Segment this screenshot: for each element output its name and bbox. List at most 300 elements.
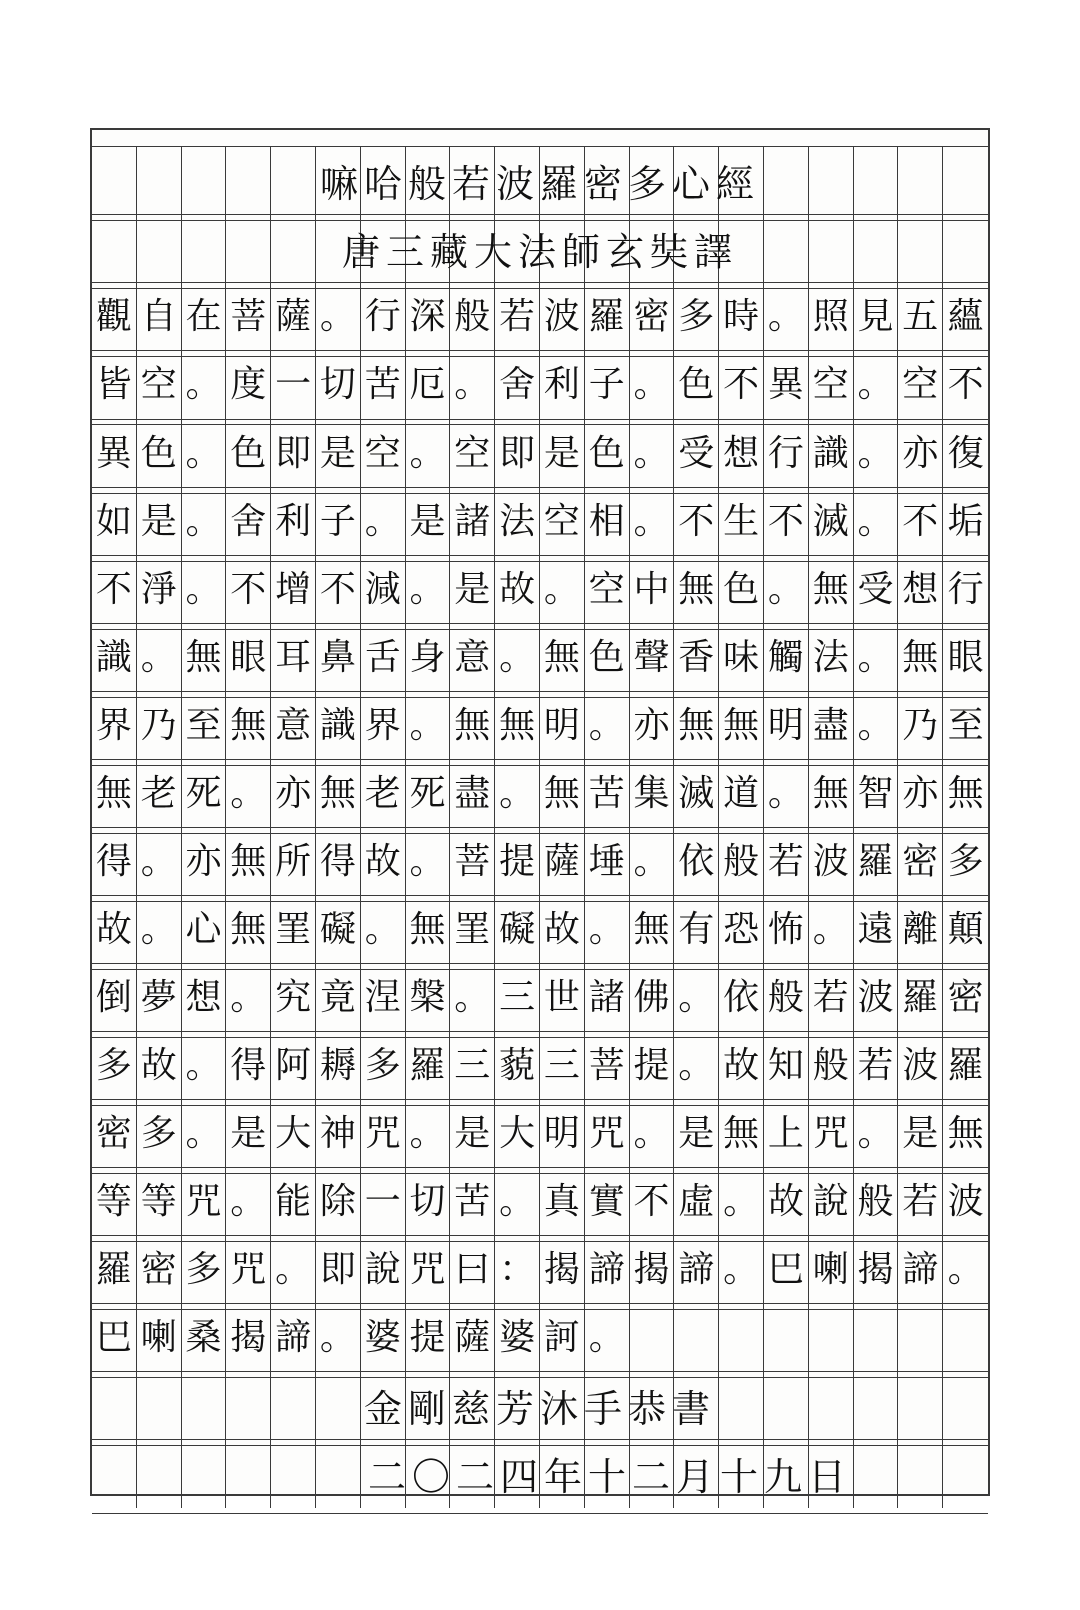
grid-cell: 。 (406, 555, 451, 624)
grid-cell: 。 (316, 1303, 361, 1372)
grid-cell: 能 (271, 1167, 316, 1236)
grid-cell: 觸 (764, 623, 809, 692)
grid-cell: 神 (316, 1099, 361, 1168)
grid-cell: 世 (540, 963, 585, 1032)
grid-cell: 苦 (585, 759, 630, 828)
grid-cell: 密 (630, 282, 675, 351)
grid-cell: 波 (898, 1031, 943, 1100)
grid-cell: 即 (271, 419, 316, 488)
grid-cell (809, 1303, 854, 1372)
grid-cell: 五 (898, 282, 943, 351)
grid-cell: 大 (495, 1099, 540, 1168)
grid-cell: 舌 (361, 623, 406, 692)
text-row (92, 419, 988, 488)
grid-cell: 。 (540, 555, 585, 624)
grid-cell: 法 (495, 487, 540, 556)
grid-cell: 即 (316, 1235, 361, 1304)
grid-cell: 。 (854, 1099, 899, 1168)
grid-cell: 真 (540, 1167, 585, 1236)
grid-cell: 受 (854, 555, 899, 624)
grid-cell: 。 (630, 827, 675, 896)
grid-cell: 。 (450, 350, 495, 419)
grid-cell: 。 (764, 759, 809, 828)
grid-cell: 切 (406, 1167, 451, 1236)
grid-cell: 是 (540, 419, 585, 488)
grid-cell: 無 (898, 623, 943, 692)
grid-cell: 。 (316, 282, 361, 351)
grid-cell: 巴 (764, 1235, 809, 1304)
grid-cell: 。 (361, 487, 406, 556)
text-row (92, 623, 988, 692)
grid-cell: 行 (947, 568, 984, 610)
grid-cell: 。 (450, 963, 495, 1032)
grid-cell: 。 (809, 895, 854, 964)
grid-cell: 婆 (361, 1303, 406, 1372)
text-row (92, 827, 988, 896)
grid-cell: 是 (450, 555, 495, 624)
grid-cell: 。 (137, 827, 182, 896)
grid-cell: 智 (854, 759, 899, 828)
grid-cell: 見 (854, 282, 899, 351)
grid-cell: 知 (764, 1031, 809, 1100)
grid-cell: 是 (450, 1099, 495, 1168)
grid-cell: 在 (182, 282, 227, 351)
grid-cell: 無 (809, 759, 854, 828)
calligrapher-signature: 金剛慈芳沐手恭書 (363, 1387, 716, 1431)
grid-cell: 諦 (585, 1235, 630, 1304)
grid-cell: 。 (854, 487, 899, 556)
grid-cell: 明 (540, 691, 585, 760)
text-row (92, 1303, 988, 1372)
grid-cell: 無 (809, 555, 854, 624)
grid-cell: 般 (854, 1167, 899, 1236)
grid-cell: 利 (271, 487, 316, 556)
grid-cell: 厄 (406, 350, 451, 419)
grid-cell: 。 (854, 623, 899, 692)
grid-cell: 無 (226, 895, 271, 964)
text-row (92, 963, 988, 1032)
text-row (92, 895, 988, 964)
grid-cell: 說 (809, 1167, 854, 1236)
text-row (92, 487, 988, 556)
grid-cell: 密 (137, 1235, 182, 1304)
grid-cell: 無 (540, 759, 585, 828)
grid-cell: 。 (406, 419, 451, 488)
grid-cell (764, 1303, 809, 1372)
grid-cell: 無 (947, 1112, 984, 1154)
grid-cell: 上 (764, 1099, 809, 1168)
grid-cell: 。 (406, 691, 451, 760)
grid-cell: 。 (226, 1167, 271, 1236)
grid-cell: 死 (406, 759, 451, 828)
grid-cell: 明 (540, 1099, 585, 1168)
grid-cell: 。 (764, 555, 809, 624)
grid-cell: 。 (495, 759, 540, 828)
grid-cell: 亦 (630, 691, 675, 760)
grid-cell: 不 (316, 555, 361, 624)
grid-cell: 無 (92, 759, 137, 828)
grid-cell: 三 (495, 963, 540, 1032)
grid-cell: 明 (764, 691, 809, 760)
grid-cell: 般 (764, 963, 809, 1032)
grid-cell: 三 (450, 1031, 495, 1100)
grid-cell: 鼻 (316, 623, 361, 692)
grid-cell: 。 (854, 350, 899, 419)
text-row (92, 1099, 988, 1168)
grid-cell: 色 (674, 350, 719, 419)
grid-cell: 。 (182, 1099, 227, 1168)
grid-cell: ： (495, 1235, 540, 1304)
grid-cell: 無 (947, 772, 984, 814)
grid-cell: 涅 (361, 963, 406, 1032)
grid-cell: 識 (316, 691, 361, 760)
grid-cell: 亦 (182, 827, 227, 896)
grid-cell: 諦 (674, 1235, 719, 1304)
grid-cell: 不 (898, 487, 943, 556)
grid-cell: 。 (137, 895, 182, 964)
grid-cell: 耨 (316, 1031, 361, 1100)
grid-cell: 羅 (898, 963, 943, 1032)
grid-cell: 舍 (226, 487, 271, 556)
grid-cell: 乃 (898, 691, 943, 760)
text-row (92, 691, 988, 760)
grid-cell: 所 (271, 827, 316, 896)
grid-cell: 巴 (92, 1303, 137, 1372)
grid-cell: 無 (450, 691, 495, 760)
grid-cell: 無 (316, 759, 361, 828)
grid-cell: 。 (719, 1235, 764, 1304)
grid-cell: 。 (182, 350, 227, 419)
grid-cell: 。 (361, 895, 406, 964)
grid-cell: 老 (137, 759, 182, 828)
grid-cell: 無 (226, 691, 271, 760)
grid-cell: 眼 (947, 636, 984, 678)
grid-cell: 無 (226, 827, 271, 896)
text-row (92, 1031, 988, 1100)
grid-cell: 如 (92, 487, 137, 556)
grid-cell: 實 (585, 1167, 630, 1236)
grid-cell: 揭 (540, 1235, 585, 1304)
grid-cell: 羅 (92, 1235, 137, 1304)
grid-cell: 觀 (92, 282, 137, 351)
grid-cell: 故 (495, 555, 540, 624)
grid-cell: 說 (361, 1235, 406, 1304)
grid-cell (630, 1303, 675, 1372)
grid-cell: 。 (630, 419, 675, 488)
grid-cell: 多 (674, 282, 719, 351)
grid-cell: 竟 (316, 963, 361, 1032)
grid-cell: 桑 (182, 1303, 227, 1372)
grid-cell: 一 (361, 1167, 406, 1236)
grid-cell: 是 (406, 487, 451, 556)
grid-cell: 亦 (898, 419, 943, 488)
grid-cell: 究 (271, 963, 316, 1032)
grid-cell: 想 (182, 963, 227, 1032)
grid-cell: 異 (92, 419, 137, 488)
grid-cell: 子 (585, 350, 630, 419)
sutra-title: 嘛哈般若波羅密多心經 (319, 162, 760, 206)
grid-cell: 色 (137, 419, 182, 488)
grid-cell: 故 (361, 827, 406, 896)
grid-cell: 密 (92, 1099, 137, 1168)
grid-cell: 色 (226, 419, 271, 488)
grid-cell: 波 (854, 963, 899, 1032)
text-row (92, 1235, 988, 1304)
grid-cell: 想 (898, 555, 943, 624)
grid-cell: 滅 (674, 759, 719, 828)
grid-cell: 般 (719, 827, 764, 896)
grid-cell: 。 (182, 419, 227, 488)
grid-cell: 法 (809, 623, 854, 692)
grid-cell: 即 (495, 419, 540, 488)
grid-cell: 密 (898, 827, 943, 896)
grid-cell: 耳 (271, 623, 316, 692)
grid-cell: 提 (495, 827, 540, 896)
grid-cell: 色 (585, 419, 630, 488)
text-row (92, 1167, 988, 1236)
grid-cell: 不 (226, 555, 271, 624)
grid-cell: 利 (540, 350, 585, 419)
grid-cell: 照 (809, 282, 854, 351)
translator-credit: 唐三藏大法師玄奘譯 (341, 230, 738, 274)
grid-cell: 空 (809, 350, 854, 419)
grid-cell: 得 (316, 827, 361, 896)
grid-cell: 垢 (947, 500, 984, 542)
grid-cell: 夢 (137, 963, 182, 1032)
grid-cell: 罣 (271, 895, 316, 964)
grid-cell: 。 (585, 1303, 630, 1372)
grid-cell: 諸 (450, 487, 495, 556)
grid-cell: 倒 (92, 963, 137, 1032)
grid-cell: 。 (674, 963, 719, 1032)
grid-cell: 等 (92, 1167, 137, 1236)
grid-cell: 。 (947, 1248, 984, 1290)
grid-cell: 。 (226, 963, 271, 1032)
grid-cell: 菩 (585, 1031, 630, 1100)
grid-cell: 苦 (361, 350, 406, 419)
grid-cell: 是 (137, 487, 182, 556)
grid-cell: 咒 (585, 1099, 630, 1168)
grid-cell: 受 (674, 419, 719, 488)
grid-cell: 死 (182, 759, 227, 828)
grid-cell: 蘊 (947, 295, 984, 337)
grid-cell: 行 (361, 282, 406, 351)
grid-cell: 。 (719, 1167, 764, 1236)
grid-cell: 大 (271, 1099, 316, 1168)
grid-cell: 喇 (809, 1235, 854, 1304)
grid-cell: 。 (271, 1235, 316, 1304)
grid-cell: 。 (226, 759, 271, 828)
grid-cell: 若 (898, 1167, 943, 1236)
grid-cell: 多 (137, 1099, 182, 1168)
grid-cell: 自 (137, 282, 182, 351)
grid-cell: 薩 (450, 1303, 495, 1372)
grid-cell: 咒 (406, 1235, 451, 1304)
grid-cell: 意 (271, 691, 316, 760)
grid-cell: 是 (316, 419, 361, 488)
grid-cell: 佛 (630, 963, 675, 1032)
grid-cell: 苦 (450, 1167, 495, 1236)
grid-cell: 。 (764, 282, 809, 351)
grid-cell: 諦 (898, 1235, 943, 1304)
grid-cell: 。 (406, 1099, 451, 1168)
grid-cell: 羅 (406, 1031, 451, 1100)
text-row (92, 350, 988, 419)
grid-cell: 波 (947, 1180, 984, 1222)
grid-cell: 亦 (271, 759, 316, 828)
grid-cell (898, 1303, 943, 1372)
grid-cell: 空 (898, 350, 943, 419)
grid-cell: 等 (137, 1167, 182, 1236)
grid-cell: 喇 (137, 1303, 182, 1372)
grid-cell: 老 (361, 759, 406, 828)
grid-cell: 身 (406, 623, 451, 692)
grid-cell: 滅 (809, 487, 854, 556)
grid-cell: 。 (495, 623, 540, 692)
grid-cell: 諦 (271, 1303, 316, 1372)
grid-cell: 揭 (226, 1303, 271, 1372)
grid-cell (854, 1303, 899, 1372)
grid-cell: 皆 (92, 350, 137, 419)
grid-cell: 意 (450, 623, 495, 692)
grid-cell: 無 (674, 691, 719, 760)
grid-cell: 礙 (495, 895, 540, 964)
grid-cell: 故 (92, 895, 137, 964)
grid-cell: 咒 (361, 1099, 406, 1168)
grid-cell: 無 (182, 623, 227, 692)
grid-cell: 。 (182, 555, 227, 624)
grid-cell: 乃 (137, 691, 182, 760)
text-row (92, 282, 988, 351)
grid-cell: 無 (540, 623, 585, 692)
grid-cell (719, 1303, 764, 1372)
grid-cell: 婆 (495, 1303, 540, 1372)
grid-cell: 故 (719, 1031, 764, 1100)
grid-cell: 依 (719, 963, 764, 1032)
grid-cell: 復 (947, 432, 984, 474)
grid-cell: 薩 (271, 282, 316, 351)
grid-cell: 空 (585, 555, 630, 624)
grid-cell: 離 (898, 895, 943, 964)
grid-cell: 阿 (271, 1031, 316, 1100)
grid-cell: 空 (361, 419, 406, 488)
grid-cell: 至 (947, 704, 984, 746)
grid-cell: 中 (630, 555, 675, 624)
grid-cell (92, 1439, 137, 1508)
grid-cell: 不 (947, 363, 984, 405)
grid-cell: 槃 (406, 963, 451, 1032)
grid-cell: 。 (630, 487, 675, 556)
grid-cell: 恐 (719, 895, 764, 964)
grid-cell: 盡 (450, 759, 495, 828)
grid-cell: 心 (182, 895, 227, 964)
grid-cell: 菩 (226, 282, 271, 351)
grid-cell: 揭 (854, 1235, 899, 1304)
grid-cell: 。 (585, 895, 630, 964)
grid-cell: 不 (92, 555, 137, 624)
grid-cell: 若 (764, 827, 809, 896)
grid-cell: 訶 (540, 1303, 585, 1372)
grid-cell: 是 (674, 1099, 719, 1168)
grid-cell: 淨 (137, 555, 182, 624)
grid-cell: 空 (137, 350, 182, 419)
grid-cell: 咒 (809, 1099, 854, 1168)
grid-cell: 故 (764, 1167, 809, 1236)
grid-cell (674, 1303, 719, 1372)
grid-cell: 舍 (495, 350, 540, 419)
grid-cell: 藐 (495, 1031, 540, 1100)
grid-cell: 咒 (182, 1167, 227, 1236)
grid-cell: 羅 (854, 827, 899, 896)
grid-cell: 若 (809, 963, 854, 1032)
grid-cell: 。 (854, 691, 899, 760)
grid-cell: 。 (137, 623, 182, 692)
grid-cell: 增 (271, 555, 316, 624)
grid-cell: 至 (182, 691, 227, 760)
date-line: 二〇二四年十二月十九日 (367, 1455, 852, 1499)
grid-cell: 罣 (450, 895, 495, 964)
grid-cell: 。 (495, 1167, 540, 1236)
grid-cell: 。 (182, 487, 227, 556)
grid-cell: 遠 (854, 895, 899, 964)
grid-cell: 提 (406, 1303, 451, 1372)
grid-cell: 切 (316, 350, 361, 419)
grid-cell: 。 (630, 350, 675, 419)
grid-cell: 提 (630, 1031, 675, 1100)
grid-cell: 得 (92, 827, 137, 896)
grid-cell: 深 (406, 282, 451, 351)
grid-cell: 無 (495, 691, 540, 760)
grid-cell: 空 (450, 419, 495, 488)
grid-cell: 不 (719, 350, 764, 419)
grid-cell: 味 (719, 623, 764, 692)
text-row (92, 555, 988, 624)
grid-cell: 多 (361, 1031, 406, 1100)
grid-cell: 盡 (809, 691, 854, 760)
grid-cell: 諸 (585, 963, 630, 1032)
grid-cell: 識 (809, 419, 854, 488)
grid-cell: 。 (674, 1031, 719, 1100)
grid-cell: 無 (719, 691, 764, 760)
grid-cell: 。 (406, 827, 451, 896)
grid-cell: 波 (540, 282, 585, 351)
grid-cell: 香 (674, 623, 719, 692)
grid-cell: 無 (674, 555, 719, 624)
grid-cell: 聲 (630, 623, 675, 692)
grid-cell: 行 (764, 419, 809, 488)
grid-cell: 揭 (630, 1235, 675, 1304)
grid-cell: 時 (719, 282, 764, 351)
grid-cell: 羅 (585, 282, 630, 351)
grid-cell: 空 (540, 487, 585, 556)
grid-cell: 是 (226, 1099, 271, 1168)
grid-cell: 般 (809, 1031, 854, 1100)
grid-cell: 多 (92, 1031, 137, 1100)
grid-cell: 密 (947, 976, 984, 1018)
grid-cell: 無 (719, 1099, 764, 1168)
grid-cell: 不 (764, 487, 809, 556)
grid-cell: 顛 (947, 908, 984, 950)
grid-cell: 故 (540, 895, 585, 964)
grid-cell: 。 (585, 691, 630, 760)
grid-cell: 相 (585, 487, 630, 556)
grid-cell: 羅 (947, 1044, 984, 1086)
grid-cell: 減 (361, 555, 406, 624)
grid-cell: 不 (630, 1167, 675, 1236)
grid-cell: 有 (674, 895, 719, 964)
grid-cell: 識 (92, 623, 137, 692)
grid-cell: 眼 (226, 623, 271, 692)
